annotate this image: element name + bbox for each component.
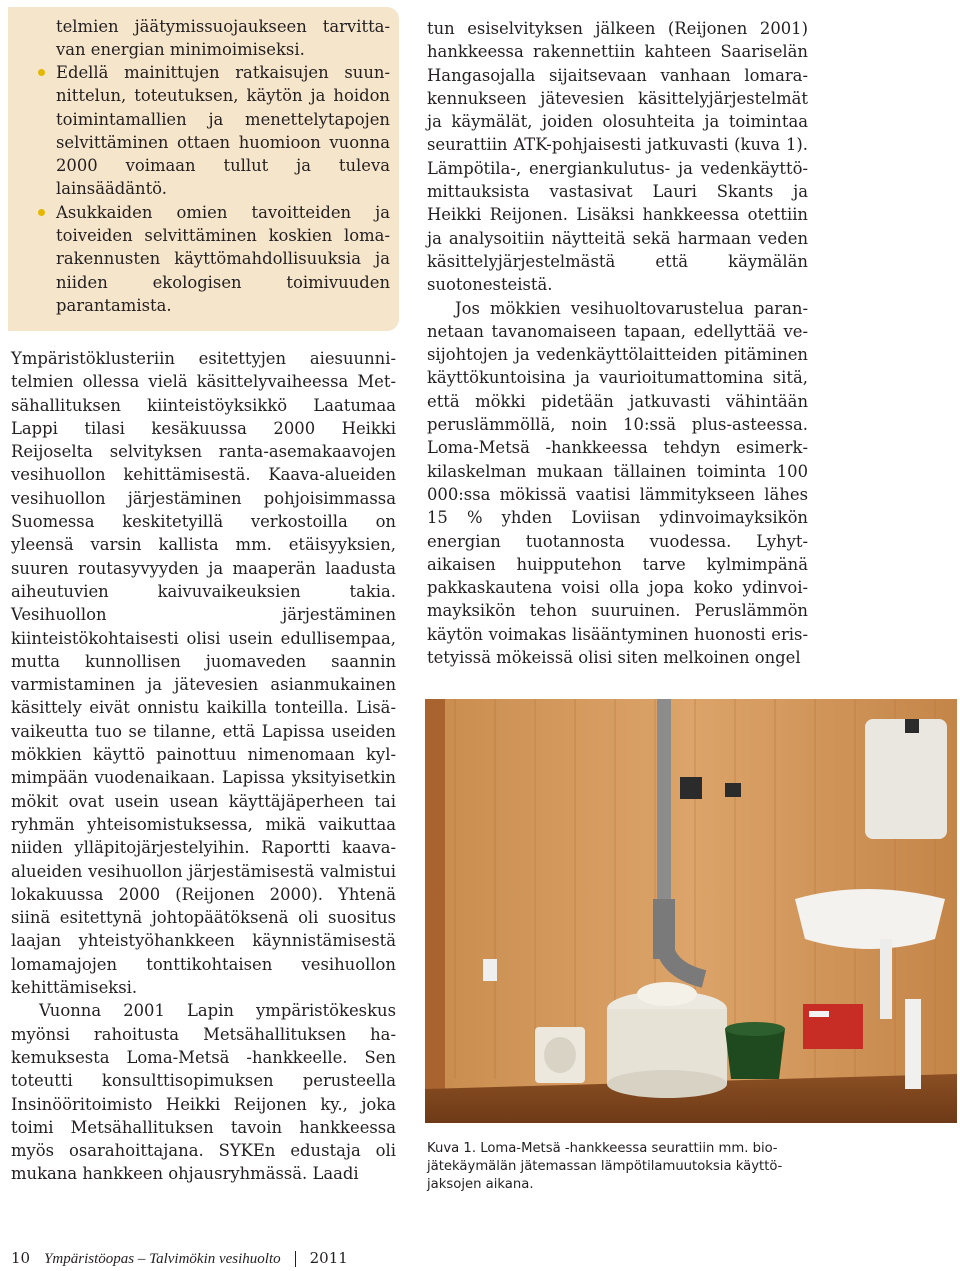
figure-caption: Kuva 1. Loma-Metsä -hankkeessa seurattiin mm. biojätekäymälän jätemassan lämpötilamuutoksia käyttöjaksojen aikana.: [427, 1141, 783, 1192]
bullet-icon: [38, 209, 45, 216]
photo-compost-toilet-icon: [425, 699, 957, 1123]
body-paragraph: tun esiselvityksen jälkeen (Reijonen 2001) hankkeessa rakennettiin kahteen Saariselän Hangasojalla sijaitsevaan vanhaan lomarakennukseen jätevesien käsittelyjärjestelmät ja käymälät, joiden olosuhteita ja toimintaa seurattiin ATK-pohjaisesti jatkuvasti (kuva 1). Lämpötila-, energiankulutus- ja vedenkäyttömittauksista vastasivat Lauri Skants ja Heikki Reijonen. Lisäksi hankkeessa otettiin ja analysoitiin näytteitä sekä harmaan veden käsittelyjärjestelmästä että käymälän suotonesteistä.: [427, 19, 808, 295]
right-column: [427, 17, 808, 669]
body-paragraph: Ympäristöklusteriin esitettyjen aiesuunnitelmien ollessa vielä käsittelyvaiheessa Metsähallituksen kiinteistöyksikkö Laatumaa Lappi tilasi kesäkuussa 2000 Heikki Reijoselta selvityksen ranta-asemakaavojen vesihuollon kehittämisestä. Kaava-alueiden vesihuollon järjestäminen pohjoisimmassa Suomessa keskitetyillä verkostoilla on yleensä varsin kallista mm. etäisyyksien, suuren routasyvyyden ja maaperän laadusta aiheutuvien kaivuvaikeuksien takia. Vesihuollon järjestäminen kiinteistökohtaisesti olisi usein edullisempaa, mutta kunnollisen juomaveden saannin varmistaminen ja jätevesien asianmukainen käsittely eivät onnistu kaikilla tonteilla. Lisävaikeutta tuo se tilanne, että Lapissa useiden mökkien käyttö painottuu nimenomaan kylmimpään vuodenaikaan. Lapissa yksityisetkin mökit ovat usein usean käyttäjäperheen tai ryhmän yhteisomistuksessa, mikä vaikuttaa niiden ylläpitojärjestelyihin. Raportti kaava-alueiden vesihuollon järjestämisestä valmistui lokakuussa 2000 (Reijonen 2000). Yhtenä siinä esitettynä johtopäätöksenä oli suositus laajan yhteistyöhankkeen käynnistämisestä lomamajojen tonttikohtaisen vesihuollon kehittämiseksi.: [11, 349, 396, 998]
box-lead-text: telmien jäätymissuojaukseen tarvittavan energian minimoimiseksi.: [56, 17, 390, 60]
body-paragraph: Vuonna 2001 Lapin ympäristökeskus myönsi rahoitusta Metsähallituksen hakemuksesta Loma-Metsä -hankkeelle. Sen toteutti konsulttisopimuksen perusteella Insinööritoimisto Heikki Reijonen ky., joka toimi Metsähallituksen tavoin hankkeessa myös osarahoittajana. SYKEn edustaja oli mukana hankkeen ohjausryhmässä. Laadi: [11, 1001, 396, 1184]
page-footer: [11, 1249, 348, 1268]
figure-photo: [425, 699, 957, 1123]
page-number: 10: [11, 1249, 31, 1267]
publication-year: 2011: [309, 1249, 348, 1267]
bullet-text: Edellä mainittujen ratkaisujen suunnittelun, toteutuksen, käytön ja hoidon toimintamallien ja menettelytapojen selvittäminen ottaen huomioon vuonna 2000 voimaan tullut ja tuleva lainsäädäntö.: [56, 63, 390, 199]
bullet-item: [36, 201, 390, 317]
bullet-icon: [38, 69, 45, 76]
bullet-text: Asukkaiden omien tavoitteiden ja toiveiden selvittäminen koskien lomarakennusten käyttömahdollisuuksia ja niiden ekologisen toimivuuden parantamista.: [56, 202, 390, 315]
bullet-list: [36, 61, 390, 317]
highlight-box: [8, 7, 399, 331]
body-paragraph: Jos mökkien vesihuoltovarustelua parannetaan tavanomaiseen tapaan, edellyttää vesijohtojen ja vedenkäyttölaitteiden pitäminen käyttökuntoisina ja vaurioitumattomina sitä, että mökki pidetään jatkuvasti vähintään peruslämmöllä, noin 10:ssä plus-asteessa. Loma-Metsä -hankkeessa tehdyn esimerkkilaskelman mukaan tällainen toiminta 100 000:ssa mökissä vaatisi lämmitykseen lähes 15 % yhden Loviisan ydinvoimayksikön energian tuotannosta vuodessa. Lyhytaikaisen huipputehon tarve kylmimpänä pakkaskautena voisi olla jopa koko ydinvoimayksikön tehon suuruinen. Peruslämmön käytön voimakas lisääntyminen huonosti eristetyissä mökeissä olisi siten melkoinen ongel: [427, 298, 808, 668]
bullet-item: [36, 61, 390, 201]
publication-title: Ympäristöopas – Talvimökin vesihuolto: [44, 1251, 281, 1267]
left-column: [11, 347, 396, 1186]
footer-divider: [295, 1251, 296, 1267]
